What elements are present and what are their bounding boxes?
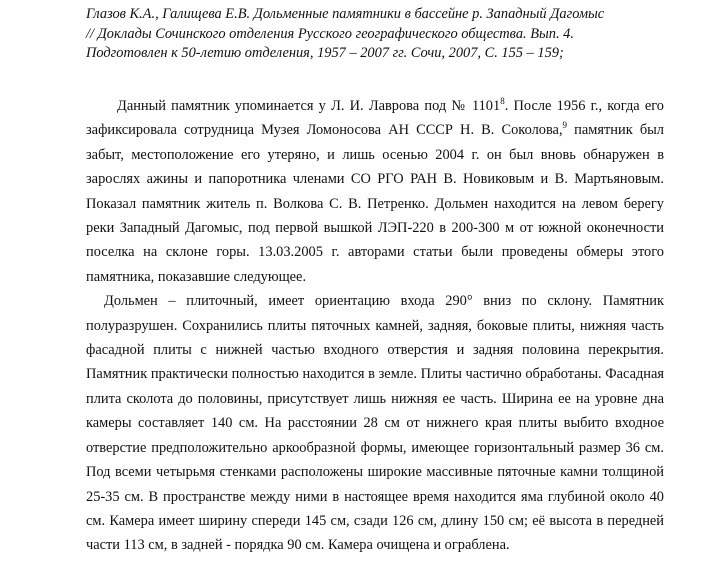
footnote-ref: 9 xyxy=(562,120,568,131)
text-line: забыт, местоположение его утеряно, и лишь осенью 2004 г. он был вновь обнаружен в xyxy=(86,146,664,163)
text-line: Под всеми четырьмя стенками расположены широкие массивные пяточные камни толщиной xyxy=(86,464,664,481)
text-line: Дольмен – плиточный, имеет ориентацию входа 290° вниз по склону. Памятник xyxy=(104,293,664,310)
text-line: памятника, показавшие следующее. xyxy=(86,268,307,285)
text-run: . После 1956 г., когда его xyxy=(504,98,664,114)
paragraph-1 xyxy=(86,94,664,289)
citation-block xyxy=(86,5,646,64)
text-run: зафиксировала сотрудница Музея Ломоносова АН СССР Н. В. Соколова, xyxy=(86,122,563,139)
article-body xyxy=(86,94,664,558)
text-line: реки Западный Дагомыс, под первой вышкой ЛЭП-220 в 200-300 м от южной оконечности xyxy=(86,220,664,237)
citation-line: Глазов К.А., Галищева Е.В. Дольменные памятники в бассейне р. Западный Дагомыс xyxy=(86,6,605,22)
text-line: 25-35 см. В пространстве между ними в настоящее время находится яма глубиной около 40 xyxy=(86,488,664,505)
footnote-ref: 8 xyxy=(500,96,505,107)
text-line: плита сколота до половины, присутствует лишь нижняя ее часть. Ширина ее на уровне дна xyxy=(86,390,664,407)
text-line xyxy=(86,94,664,118)
text-line: см. Камера имеет ширину спереди 145 см, сзади 126 см, длину 150 см; её высота в передней xyxy=(86,512,664,529)
text-line xyxy=(86,118,664,142)
text-run: памятник был xyxy=(567,122,664,139)
text-line: части 113 см, в задней - порядка 90 см. Камера очищена и ограблена. xyxy=(86,537,510,554)
citation-line: Подготовлен к 50-летию отделения, 1957 – 2007 гг. Сочи, 2007, С. 155 – 159; xyxy=(86,45,564,61)
paragraph-2 xyxy=(86,289,664,557)
text-line: отверстие предположительно аркообразной формы, имеющее горизонтальный размер 36 см. xyxy=(86,439,664,456)
text-line: полуразрушен. Сохранились плиты пяточных камней, задняя, боковые плиты, нижняя часть xyxy=(86,317,664,334)
text-line: фасадной плиты с нижней частью входного отверстия и задняя половина перекрытия. xyxy=(86,342,664,359)
text-line: зарослях ажины и папоротника членами СО РГО РАН В. Новиковым и В. Мартьяновым. xyxy=(86,171,664,188)
citation-line: // Доклады Сочинского отделения Русского географического общества. Вып. 4. xyxy=(86,25,574,42)
text-line: поселка на склоне горы. 13.03.2005 г. авторами статьи были проведены обмеры этого xyxy=(86,244,664,261)
text-run: Данный памятник упоминается у Л. И. Лаврова под № 1101 xyxy=(117,98,501,114)
text-line: Показал памятник житель п. Волкова С. В. Петренко. Дольмен находится на левом берегу xyxy=(86,195,664,212)
text-line: камеры составляет 140 см. На расстоянии 28 см от нижнего края плиты выбито входное xyxy=(86,415,664,432)
text-line: Памятник практически полностью находится в земле. Плиты частично обработаны. Фасадная xyxy=(86,366,664,383)
